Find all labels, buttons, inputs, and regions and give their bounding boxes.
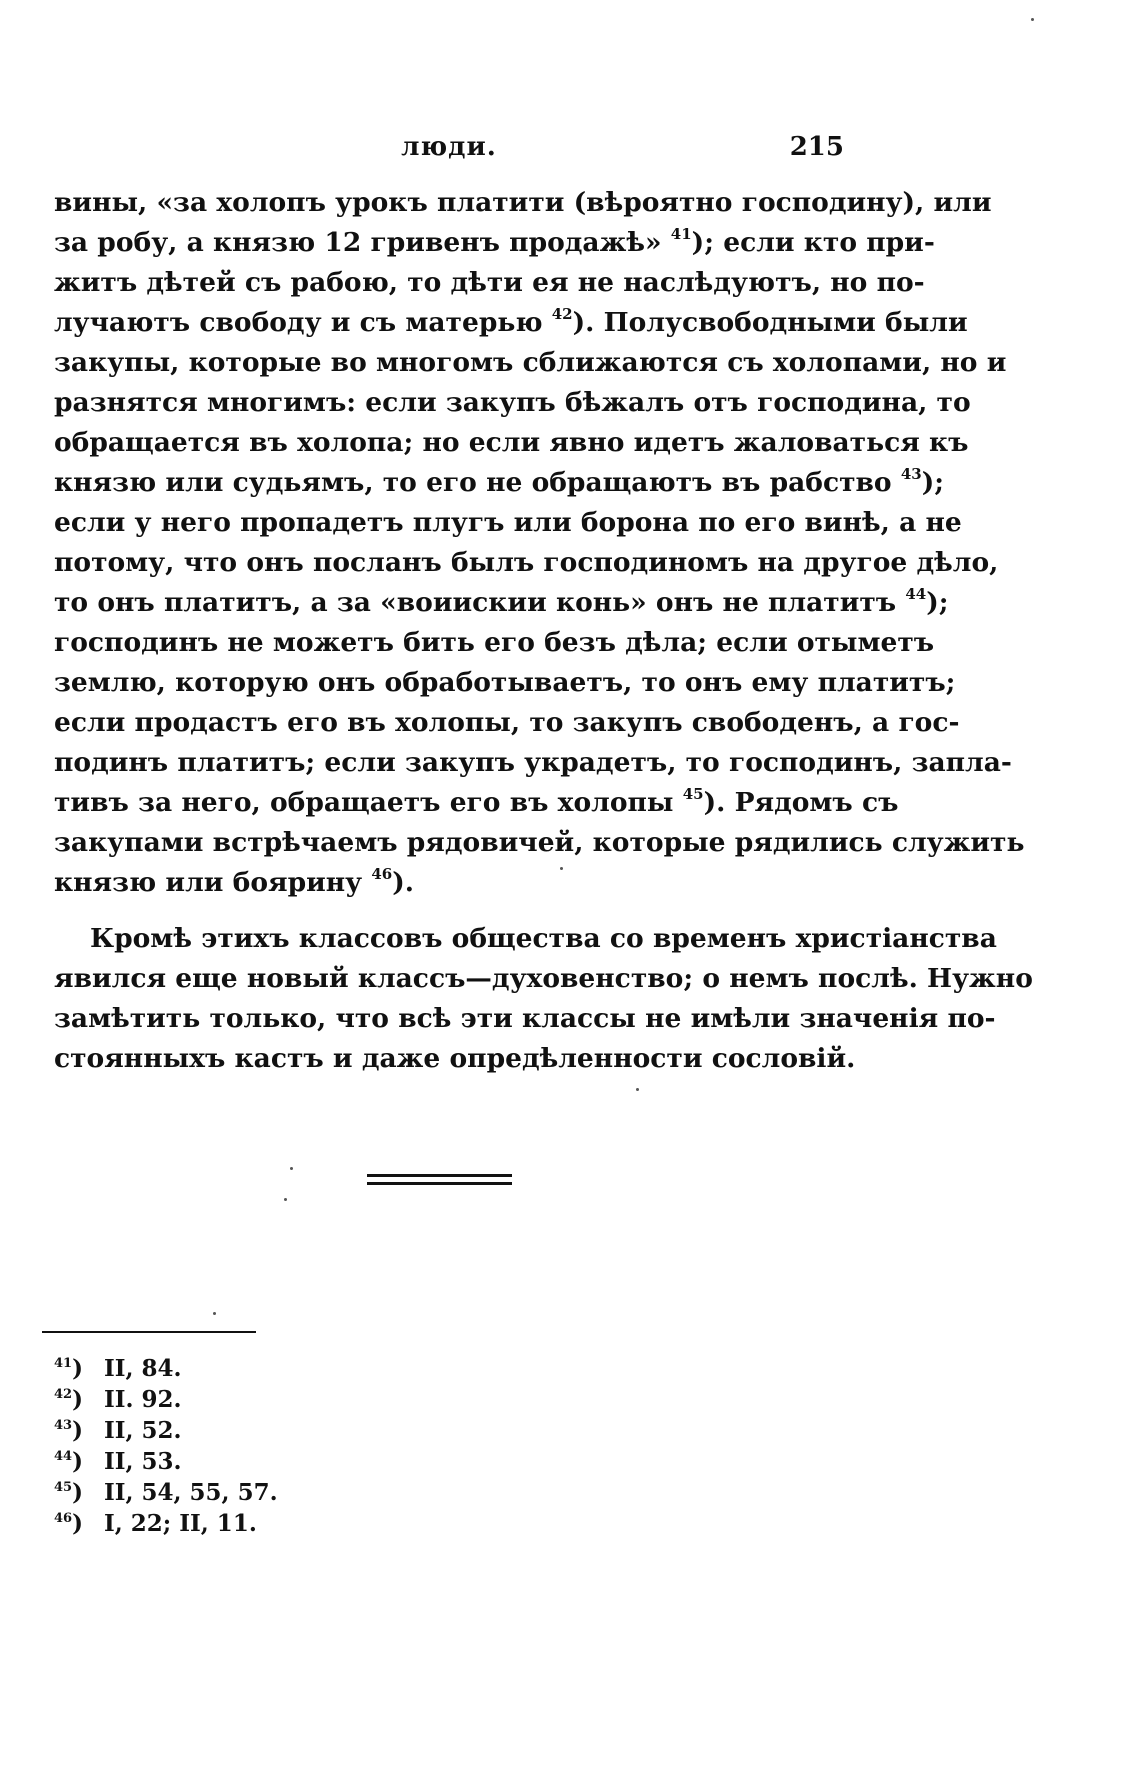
footnote-number: $^{46}$) — [54, 1510, 83, 1537]
text-line — [54, 503, 962, 543]
scan-speck — [290, 1167, 293, 1170]
footnote — [54, 1415, 654, 1446]
text-line — [54, 183, 992, 223]
line-text: подинъ платитъ; если закупъ украдетъ, то господинъ, запла- — [54, 747, 1012, 778]
line-text-after-marker: ); если кто при- — [691, 227, 935, 258]
text-line — [54, 999, 996, 1039]
line-text: явился еще новый классъ—духовенство; о немъ послѣ. Нужно — [54, 963, 1033, 994]
footnote — [54, 1384, 654, 1415]
text-line — [54, 463, 945, 503]
line-text: если продастъ его въ холопы, то закупъ свободенъ, а гос- — [54, 707, 960, 738]
text-line — [54, 743, 1012, 783]
scan-speck — [284, 1198, 287, 1201]
footnote-number: $^{42}$) — [54, 1386, 83, 1413]
line-text-after-marker: ). Рядомъ съ — [703, 787, 899, 818]
text-line — [54, 623, 935, 663]
line-text-after-marker: ); — [921, 467, 945, 498]
line-text: господинъ не можетъ бить его безъ дѣла; если отыметъ — [54, 627, 935, 658]
line-text: закупами встрѣчаемъ рядовичей, которые рядились служить — [54, 827, 1025, 858]
text-line — [54, 1039, 856, 1079]
footnote-reference: II, 52. — [104, 1417, 182, 1444]
footnote-reference: I, 22; II, 11. — [104, 1510, 257, 1537]
footnote-reference: II, 53. — [104, 1448, 182, 1475]
footnote-marker[interactable]: 45 — [682, 785, 704, 803]
footnote — [54, 1477, 654, 1508]
footnote — [54, 1446, 654, 1477]
scan-speck — [636, 1088, 639, 1091]
footnote-number: $^{41}$) — [54, 1355, 83, 1382]
text-line — [54, 959, 1033, 999]
running-head: люди. — [401, 132, 497, 162]
text-line — [54, 919, 997, 959]
text-line — [54, 823, 1025, 863]
footnote-marker[interactable]: 41 — [670, 225, 692, 243]
line-text: то онъ платитъ, а за «воиискии конь» онъ не платитъ — [54, 587, 906, 618]
footnote-number-text: 44 — [54, 1449, 73, 1464]
line-text: замѣтить только, что всѣ эти классы не имѣли значенія по- — [54, 1003, 996, 1034]
line-text: Кромѣ этихъ классовъ общества со временъ христіанства — [90, 923, 997, 954]
line-text: за робу, а князю 12 гривенъ продажѣ» — [54, 227, 671, 258]
line-text: разнятся многимъ: если закупъ бѣжалъ отъ господина, то — [54, 387, 971, 418]
footnote-marker[interactable]: 42 — [551, 305, 573, 323]
paragraph — [54, 183, 1025, 903]
line-text: князю или судьямъ, то его не обращаютъ въ рабство — [54, 467, 901, 498]
footnote-number: $^{44}$) — [54, 1448, 83, 1475]
footnote-marker[interactable]: 43 — [900, 465, 922, 483]
text-line — [54, 783, 899, 823]
text-line — [54, 703, 960, 743]
text-line — [54, 863, 844, 903]
section-end-double-rule — [367, 1174, 512, 1186]
body-text — [54, 183, 1033, 1079]
line-text: закупы, которые во многомъ сближаются съ холопами, но и — [54, 347, 1007, 378]
line-text: стоянныхъ кастъ и даже опредѣленности сословій. — [54, 1043, 856, 1074]
text-line — [54, 223, 935, 263]
footnotes — [54, 1353, 654, 1539]
footnote-reference: II, 54, 55, 57. — [104, 1479, 278, 1506]
footnote-reference: II, 84. — [104, 1355, 182, 1382]
text-line — [54, 583, 949, 623]
page-number: 215 — [789, 132, 844, 162]
line-text: князю или боярину — [54, 867, 372, 898]
footnote-separator-rule — [42, 1331, 256, 1333]
footnote-number-text: 43 — [54, 1418, 73, 1433]
line-text: вины, «за холопъ урокъ платити (вѣроятно господину), или — [54, 187, 992, 218]
footnote-number-text: 45 — [54, 1480, 73, 1495]
line-text: тивъ за него, обращаетъ его въ холопы — [54, 787, 683, 818]
line-text: житъ дѣтей съ рабою, то дѣти ея не наслѣдуютъ, но по- — [54, 267, 925, 298]
text-line — [54, 383, 971, 423]
line-text-after-marker: ). — [392, 867, 414, 898]
line-text: обращается въ холопа; но если явно идетъ жаловаться къ — [54, 427, 969, 458]
footnote-marker[interactable]: 44 — [905, 585, 927, 603]
line-text: землю, которую онъ обработываетъ, то онъ ему платитъ; — [54, 667, 956, 698]
text-line — [54, 663, 956, 703]
scan-speck — [560, 867, 563, 870]
line-text-after-marker: ). Полусвободными были — [572, 307, 968, 338]
line-text: потому, что онъ посланъ былъ господиномъ на другое дѣло, — [54, 547, 999, 578]
footnote-reference: II. 92. — [104, 1386, 182, 1413]
footnote-number: $^{43}$) — [54, 1417, 83, 1444]
text-line — [54, 263, 925, 303]
footnote-number: $^{45}$) — [54, 1479, 83, 1506]
paragraph — [54, 919, 1033, 1079]
text-line — [54, 423, 969, 463]
footnote-number-text: 41 — [54, 1356, 73, 1371]
scan-speck — [1031, 18, 1034, 21]
text-line — [54, 343, 1007, 383]
footnote — [54, 1353, 654, 1384]
text-line — [54, 543, 999, 583]
footnote-number-text: 46 — [54, 1511, 73, 1526]
line-text-after-marker: ); — [926, 587, 949, 618]
footnote-marker[interactable]: 46 — [371, 865, 393, 883]
text-line — [54, 303, 968, 343]
footnote-number-text: 42 — [54, 1387, 73, 1402]
line-text: если у него пропадетъ плугъ или борона по его винѣ, а не — [54, 507, 962, 538]
page-header — [54, 132, 844, 172]
scan-speck — [213, 1312, 216, 1315]
line-text: лучаютъ свободу и съ матерью — [54, 307, 552, 338]
footnote — [54, 1508, 654, 1539]
